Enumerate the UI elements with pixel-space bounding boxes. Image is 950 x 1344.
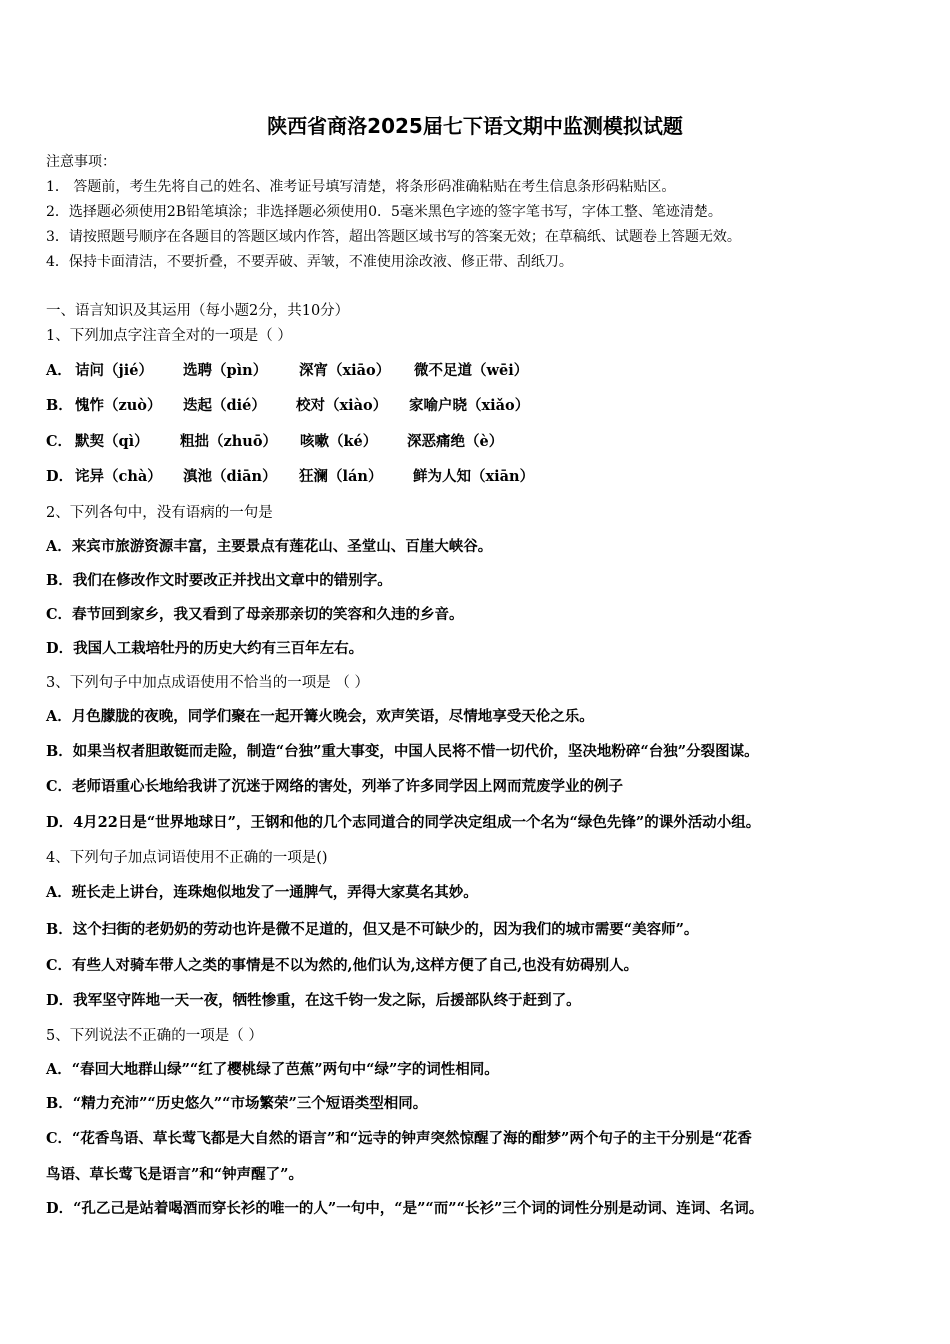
option-item: 选聘（pìn） [183, 362, 268, 379]
question-5-stem: 5、下列说法不正确的一项是（ ） [46, 1028, 263, 1044]
option-item: 狂澜（lán） [299, 468, 383, 485]
question-2-option-b: B．我们在修改作文时要改正并找出文章中的错别字。 [46, 572, 392, 589]
notice-heading: 注意事项： [46, 154, 116, 170]
option-item: 校对（xiào） [296, 397, 388, 414]
option-label: B． [46, 397, 73, 414]
option-item: 鲜为人知（xiān） [413, 468, 535, 485]
question-5-option-b: B．“精力充沛”“历史悠久”“市场繁荣”三个短语类型相同。 [46, 1095, 428, 1112]
question-3-option-a: A．月色朦胧的夜晚，同学们聚在一起开篝火晚会，欢声笑语，尽情地享受天伦之乐。 [46, 708, 594, 725]
option-label: D． [46, 468, 74, 485]
section-heading: 一、语言知识及其运用（每小题2分，共10分） [46, 303, 350, 319]
question-4-option-d: D．我军坚守阵地一天一夜，牺牲惨重，在这千钧一发之际，后援部队终于赶到了。 [46, 992, 581, 1009]
question-4-option-a: A．班长走上讲台，连珠炮似地发了一通脾气，弄得大家莫名其妙。 [46, 884, 478, 901]
page-title: 陕西省商洛2025届七下语文期中监测模拟试题 [267, 114, 683, 138]
question-4-option-c: C．有些人对骑车带人之类的事情是不以为然的,他们认为,这样方便了自己,也没有妨碍别人。 [46, 957, 639, 974]
option-item: 愧怍（zuò） [75, 397, 162, 414]
option-item: 诘问（jié） [75, 362, 153, 379]
question-4-option-b: B．这个扫街的老奶奶的劳动也许是微不足道的，但又是不可缺少的，因为我们的城市需要“美容师”。 [46, 921, 699, 938]
notice-item-2: 2．选择题必须使用2B铅笔填涂；非选择题必须使用0．5毫米黑色字迹的签字笔书写，字体工整、笔迹清楚。 [46, 204, 722, 220]
notice-item-3: 3．请按照题号顺序在各题目的答题区域内作答，超出答题区域书写的答案无效；在草稿纸、试题卷上答题无效。 [46, 229, 741, 245]
question-3-option-d: D．4月22日是“世界地球日”，王钢和他的几个志同道合的同学决定组成一个名为“绿色先锋”的课外活动小组。 [46, 814, 761, 831]
option-item: 滇池（diān） [183, 468, 277, 485]
option-item: 家喻户晓（xiǎo） [409, 397, 530, 414]
question-2-stem: 2、下列各句中，没有语病的一句是 [46, 505, 273, 521]
notice-item-4: 4．保持卡面清洁，不要折叠，不要弄破、弄皱，不准使用涂改液、修正带、刮纸刀。 [46, 254, 573, 270]
option-item: 咳嗽（ké） [300, 433, 378, 450]
question-1-stem: 1、下列加点字注音全对的一项是（ ） [46, 328, 292, 344]
question-5-option-c-continued: 鸟语、草长莺飞是语言”和“钟声醒了”。 [46, 1166, 304, 1183]
question-2-option-d: D．我国人工栽培牡丹的历史大约有三百年左右。 [46, 640, 364, 657]
question-2-option-a: A．来宾市旅游资源丰富，主要景点有莲花山、圣堂山、百崖大峡谷。 [46, 538, 493, 555]
question-5-option-c: C．“花香鸟语、草长莺飞都是大自然的语言”和“远寺的钟声突然惊醒了海的酣梦”两个句子的主干分别是“花香 [46, 1130, 752, 1147]
option-item: 粗拙（zhuō） [180, 433, 277, 450]
option-item: 默契（qì） [75, 433, 149, 450]
question-2-option-c: C．春节回到家乡，我又看到了母亲那亲切的笑容和久违的乡音。 [46, 606, 464, 623]
option-item: 深宵（xiāo） [299, 362, 391, 379]
option-item: 迭起（dié） [183, 397, 266, 414]
option-item: 微不足道（wēi） [414, 362, 529, 379]
question-4-stem: 4、下列句子加点词语使用不正确的一项是() [46, 850, 328, 866]
question-3-stem: 3、下列句子中加点成语使用不恰当的一项是 （ ） [46, 675, 369, 691]
option-label: A． [46, 362, 72, 379]
question-3-option-c: C．老师语重心长地给我讲了沉迷于网络的害处，列举了许多同学因上网而荒废学业的例子 [46, 778, 624, 795]
question-5-option-d: D．“孔乙己是站着喝酒而穿长衫的唯一的人”一句中，“是”“而”“长衫”三个词的词性分别是动词、连词、名词。 [46, 1200, 764, 1217]
question-5-option-a: A．“春回大地群山绿”“红了樱桃绿了芭蕉”两句中“绿”字的词性相同。 [46, 1061, 499, 1078]
option-item: 深恶痛绝（è） [407, 433, 504, 450]
option-item: 诧异（chà） [75, 468, 162, 485]
question-3-option-b: B．如果当权者胆敢铤而走险，制造“台独”重大事变，中国人民将不惜一切代价，坚决地粉碎“台独”分裂图谋。 [46, 743, 759, 760]
notice-item-1: 1． 答题前，考生先将自己的姓名、准考证号填写清楚，将条形码准确粘贴在考生信息条形码粘贴区。 [46, 179, 676, 195]
option-label: C． [46, 433, 73, 450]
